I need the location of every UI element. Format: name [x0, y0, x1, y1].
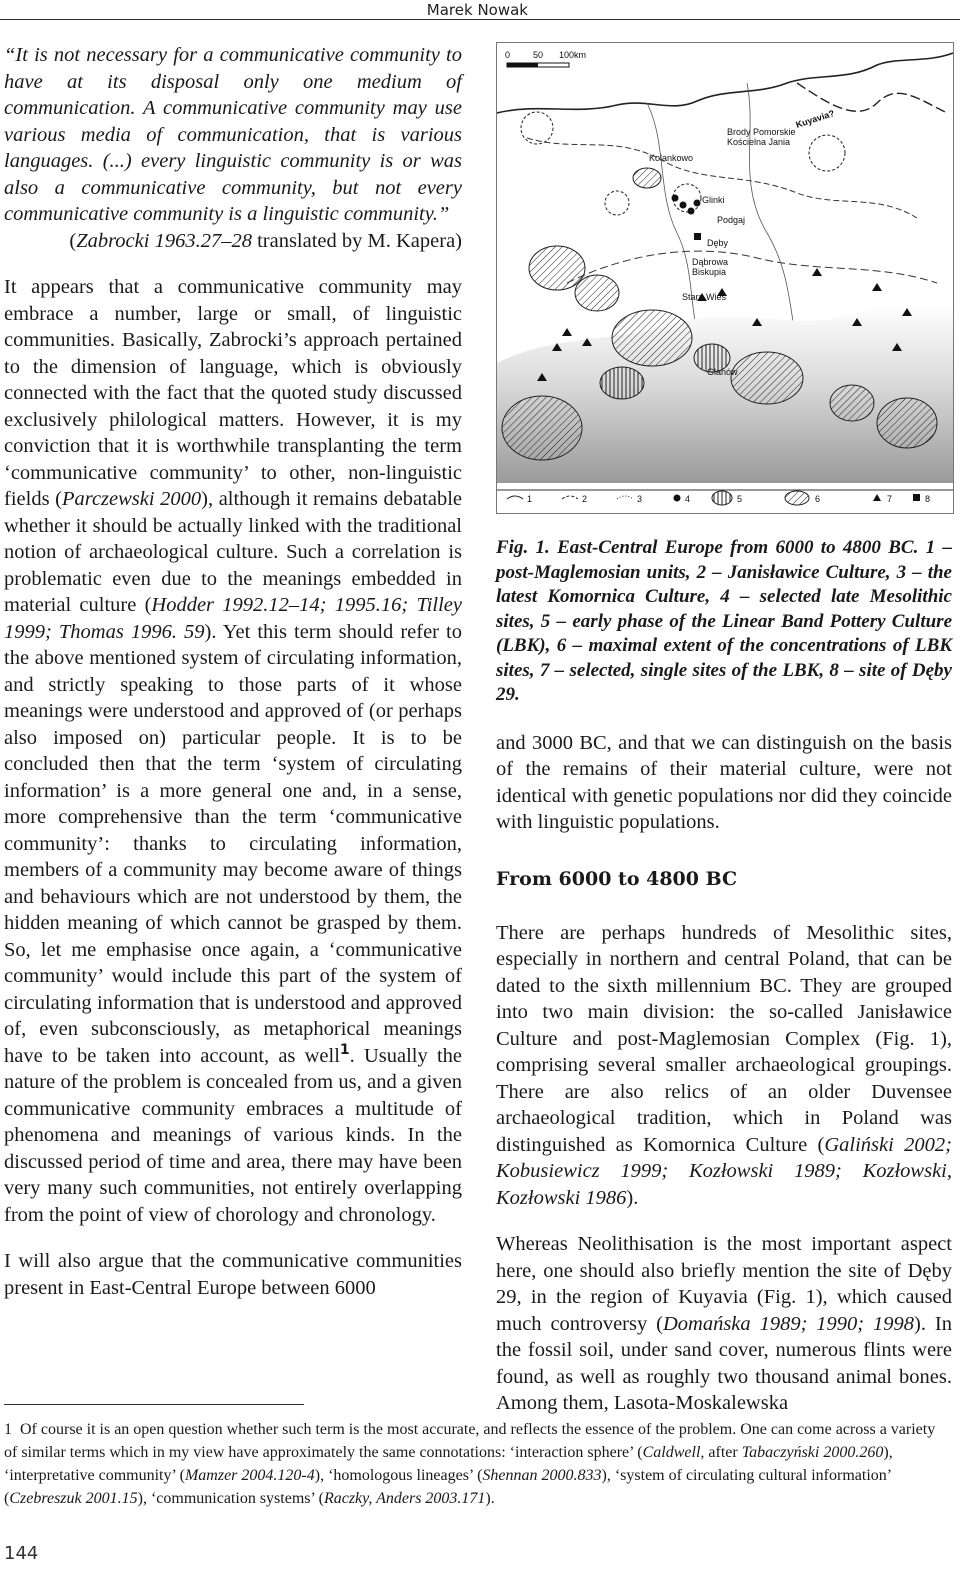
scale-label-50: 50 — [533, 50, 544, 60]
text-run: Of course it is an open question whether such term is the most accurate, and reflects the essence of the problem. One can come across a variety of similar terms which in my view have approximately the same connotations: ‘interaction sphere’ ( — [4, 1421, 936, 1461]
scale-label-100km: 100km — [559, 50, 587, 60]
place-label: Stara Wieś — [682, 292, 727, 302]
section-heading: From 6000 to 4800 BC — [496, 867, 738, 890]
place-label: Glinki — [702, 195, 725, 205]
place-label: Podgaj — [717, 215, 746, 225]
place-label: Dąbrowa — [692, 257, 729, 267]
header-rule — [0, 19, 960, 20]
reference: Caldwell, — [642, 1444, 705, 1461]
legend-label: 8 — [925, 494, 931, 504]
text-run: ), ‘homologous lineages’ ( — [314, 1467, 483, 1484]
lbk-area — [830, 385, 874, 421]
map-svg — [497, 43, 953, 513]
text-run: ), ‘communication systems’ ( — [137, 1490, 324, 1507]
legend-label: 1 — [527, 494, 533, 504]
footnote-1 — [4, 1418, 952, 1510]
reference: Mamzer 2004.120-4 — [184, 1467, 315, 1484]
footnote-rule — [4, 1404, 304, 1405]
lbk-area — [633, 168, 661, 188]
reference: Domańska 1989; 1990; 1998 — [662, 1312, 915, 1335]
reference: Hodder 1992.12–14; 1995.16; Tilley 1999; Thomas 1996. 59 — [4, 594, 462, 643]
lbk-area — [575, 275, 619, 311]
legend-label: 4 — [685, 494, 691, 504]
lbk-area — [877, 398, 937, 448]
figure-map — [496, 42, 954, 514]
citation-tail: translated by M. Kapera) — [251, 229, 462, 252]
body-paragraph-4 — [496, 920, 952, 1212]
place-label: Biskupia — [692, 267, 727, 277]
citation-reference: Zabrocki 1963.27–28 — [76, 229, 252, 252]
reference: Czebreszuk 2001.15 — [9, 1490, 138, 1507]
legend-label: 5 — [737, 494, 743, 504]
lbk-area — [731, 352, 803, 404]
running-head-author: Marek Nowak — [426, 1, 528, 19]
deby-29-site — [694, 233, 701, 240]
early-lbk-area — [600, 367, 644, 399]
legend-label: 2 — [582, 494, 588, 504]
text-run: ), ‘system of circulating cultural information’ ( — [4, 1467, 891, 1507]
reference: Galiński 2002; Kobusiewicz 1999; Kozłowski 1989; Kozłowski, Kozłowski 1986 — [496, 1133, 953, 1209]
place-label: Kuyavia? — [794, 108, 836, 130]
legend-label: 7 — [887, 494, 893, 504]
scale-bar — [505, 50, 586, 67]
reference: Raczky, Anders 2003.171 — [323, 1490, 486, 1507]
komornica-unit — [809, 135, 845, 171]
text-run: ). — [626, 1186, 639, 1209]
place-label: Dęby — [707, 238, 729, 248]
legend-label: 3 — [637, 494, 643, 504]
text-run: ), ‘interpretative community’ ( — [4, 1444, 893, 1484]
caption-body: 1 – post-Maglemosian units, 2 – Janisławice Culture, 3 – the latest Komornica Culture, 4 – selected late Mesolithic sites, 5 – early phase of the Linear Band Pottery Culture (LBK), 6 – maximal extent of the concentrations of LBK sites, 7 – selected, single sites of the LBK, 8 – site of Dęby 29. — [496, 537, 953, 705]
epigraph-citation: (Zabrocki 1963.27–28 translated by M. Kapera) — [69, 229, 462, 252]
body-paragraph-2: I will also argue that the communicative communities present in East-Central Europe between 6000 — [4, 1250, 462, 1299]
lbk-area — [612, 310, 692, 366]
reference: Shennan 2000.833 — [482, 1467, 602, 1484]
figure-caption — [496, 536, 952, 708]
text-run: Whereas Neolithisation is the most important aspect here, one should also briefly mention the site of Dęby 29, in the region of Kuyavia (Fig. 1), which caused much controversy ( — [496, 1233, 952, 1335]
place-label: Brody Pomorskie — [727, 127, 796, 137]
text-run: ). — [485, 1490, 495, 1507]
post-maglemosian-unit — [605, 191, 629, 215]
text-run: . Usually the nature of the problem is concealed from us, and a given communicative community embraces a multitude of phenomena and meanings of various kinds. In the discussed period of time and area, there may have been very many such communities, not entirely overlapping from the point of view of chorology and chronology. — [4, 1044, 462, 1226]
text-run: ). Yet this term should refer to the above mentioned system of circulating information, and strictly speaking to those parts of it whose meanings were understood and approved of (or perhaps also imposed on) particular people. It is to be concluded then that the term ‘system of circulating information’ is a more general one and, in a sense, more comprehensive than the term ‘communicative community’: thanks to circulating information, members of a community may become aware of things and behaviours which are not understood by them, the hidden meaning of which cannot be grasped by them. So, let me emphasise once again, a ‘communicative community’ would include this part of the system of circulating information that is understood and approved of, even subconsciously, as metaphorical meanings have to be taken into account, as well — [4, 620, 462, 1067]
coastline — [497, 53, 953, 113]
footnote-marker[interactable]: 1 — [339, 1041, 350, 1058]
place-label: Kolankowo — [649, 153, 694, 163]
epigraph-quote: “It is not necessary for a communicative community to have at its disposal only one medium of communication. A communicative community may use various media of communication, that is various languages. (...) every linguistic community is or was also a communicative community, but not every communicative community is a linguistic community.” — [4, 44, 462, 225]
border-line — [567, 251, 937, 283]
caption-title: Fig. 1. East-Central Europe from 6000 to 4800 BC. — [496, 537, 919, 558]
right-column — [496, 42, 952, 1437]
body-paragraph-1 — [4, 274, 462, 1228]
reference: Parczewski 2000 — [61, 488, 202, 510]
lbk-area — [529, 246, 585, 290]
text-run: There are perhaps hundreds of Mesolithic sites, especially in northern and central Poland, that can be dated to the sixth millennium BC. They are grouped into two main division: the so-called Janisławice Culture and post-Maglemosian Complex (Fig. 1), comprising several smaller archaeological groupings. There are also relics of an older Duvensee archaeological tradition, which in Poland was distinguished as Komornica Culture ( — [496, 921, 952, 1156]
border-line — [527, 138, 917, 218]
reference: Tabaczyński 2000.260 — [741, 1444, 884, 1461]
left-column — [4, 42, 462, 1321]
text-run: ), although it remains debatable whether it should be actually linked with the traditional notion of archaeological culture. Such a correlation is problematic even due to the meanings embedded in material culture ( — [4, 488, 462, 616]
boundary-line — [797, 83, 947, 113]
page-number: 144 — [4, 1543, 39, 1564]
footnote-number: 1 — [4, 1421, 12, 1438]
post-maglemosian-unit — [521, 112, 553, 144]
body-paragraph-5 — [496, 1231, 952, 1417]
legend-label: 6 — [815, 494, 821, 504]
place-label: Kościelna Jania — [727, 137, 791, 147]
place-label: Glanów — [707, 367, 738, 377]
text-run: It appears that a communicative community may embrace a number, large or small, of linguistic communities. Basically, Zabrocki’s approach pertained to the dimension of language, which is obviously connected with the fact that the quoted study discussed exclusively philological matters. However, it is my conviction that it is worthwhile transplanting the term ‘communicative community’ to other, non-linguistic fields ( — [4, 276, 462, 510]
lbk-area — [502, 396, 582, 460]
text-run: after — [704, 1444, 742, 1461]
body-paragraph-3: and 3000 BC, and that we can distinguish on the basis of the remains of their material culture, were not identical with genetic populations nor did they coincide with linguistic populations. — [496, 731, 953, 833]
scale-label-0: 0 — [505, 50, 511, 60]
map-legend — [497, 490, 953, 505]
text-run: ). In the fossil soil, under sand cover, numerous flints were found, as well as roughly two thousand animal bones. Among them, Lasota-Moskalewska — [496, 1312, 952, 1414]
